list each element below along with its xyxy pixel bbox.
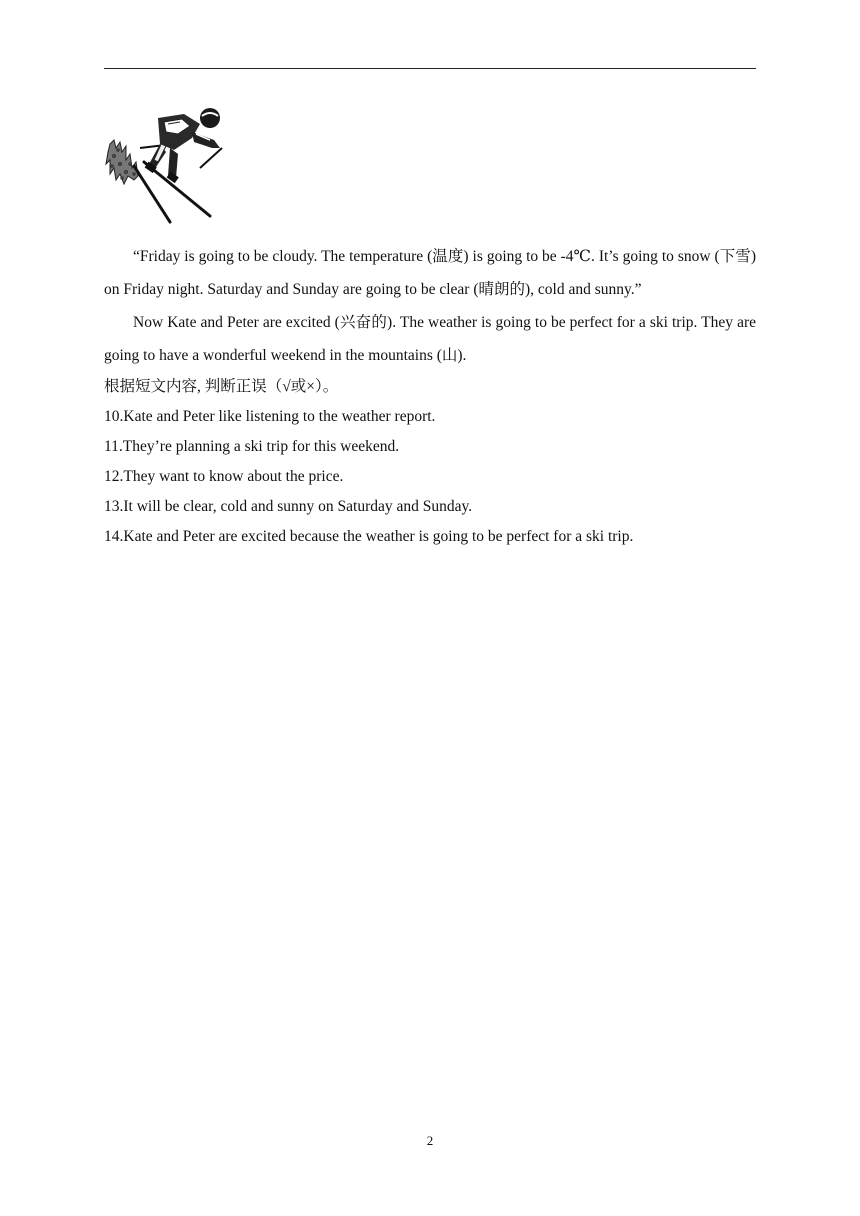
question-item: 12.They want to know about the price. xyxy=(104,468,344,485)
exercise-instruction: 根据短文内容, 判断正误（√或×）。 xyxy=(104,378,339,395)
question-item: 14.Kate and Peter are excited because the weather is going to be perfect for a ski trip. xyxy=(104,528,634,545)
question-item: 13.It will be clear, cold and sunny on Saturday and Sunday. xyxy=(104,498,473,515)
question-item: 10.Kate and Peter like listening to the weather report. xyxy=(104,408,436,425)
passage-paragraph-2: Now Kate and Peter are excited (兴奋的). The weather is going to be perfect for a ski trip. They are going to have a wonderful weekend in the mountains (山). xyxy=(104,314,756,364)
header-rule xyxy=(104,68,756,69)
page-number: 2 xyxy=(426,1133,434,1148)
document-body xyxy=(104,240,756,552)
skier-illustration xyxy=(104,104,232,232)
question-list xyxy=(104,402,756,552)
passage-paragraph-1: “Friday is going to be cloudy. The temperature (温度) is going to be -4℃. It’s going to snow (下雪) on Friday night. Saturday and Sunday are going to be clear (晴朗的), cold and sunny.” xyxy=(104,248,756,298)
question-item: 11.They’re planning a ski trip for this weekend. xyxy=(104,438,400,455)
